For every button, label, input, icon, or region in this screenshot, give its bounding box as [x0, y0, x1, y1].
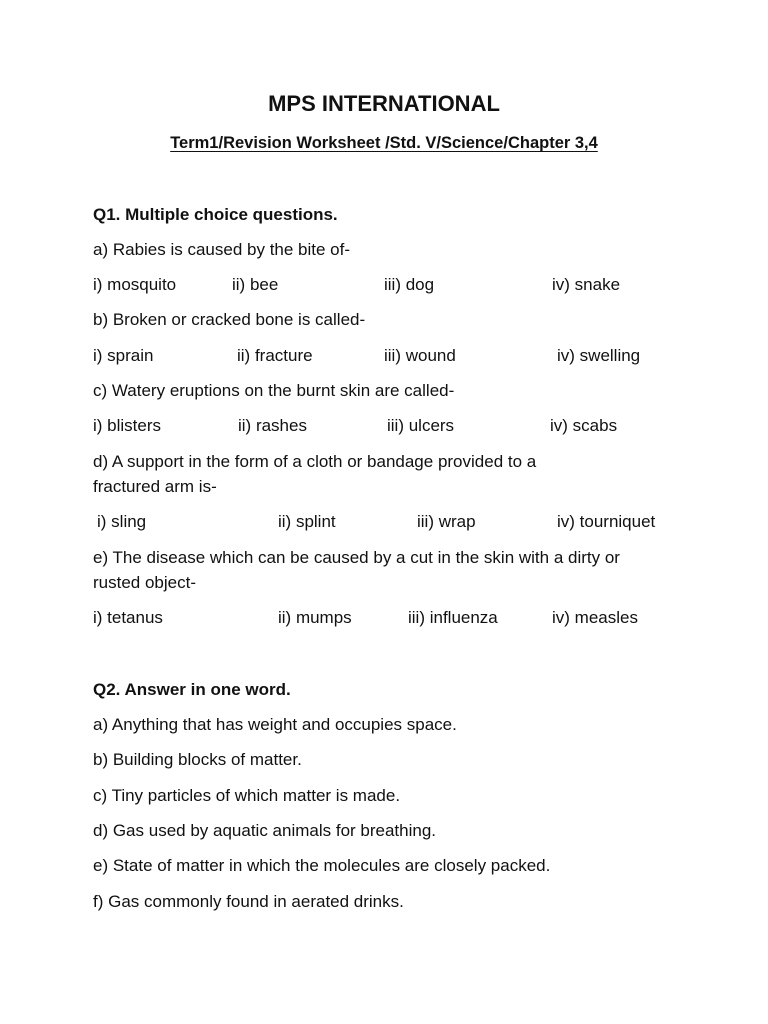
- q1b-option-3: iii) wound: [384, 346, 456, 365]
- q1e-question-line1: e) The disease which can be caused by a cut in the skin with a dirty or: [93, 548, 620, 567]
- q1b-option-4: iv) swelling: [557, 346, 641, 365]
- q1a-option-1: i) mosquito: [93, 275, 177, 294]
- page-subtitle: [0, 132, 768, 154]
- q1c-option-2: ii) rashes: [238, 416, 307, 435]
- q1d-option-4: iv) tourniquet: [557, 512, 656, 531]
- q1b-option-1: i) sprain: [93, 346, 154, 365]
- q2d-question: d) Gas used by aquatic animals for breathing.: [93, 821, 437, 840]
- q1e-option-4: iv) measles: [552, 608, 638, 627]
- q1c-question: c) Watery eruptions on the burnt skin are called-: [93, 381, 455, 400]
- q1c-option-3: iii) ulcers: [387, 416, 455, 435]
- q1e-option-3: iii) influenza: [408, 608, 498, 627]
- q1e-option-1: i) tetanus: [93, 608, 163, 627]
- q1d-option-1: i) sling: [97, 512, 147, 531]
- q1-heading: Q1. Multiple choice questions.: [93, 205, 338, 224]
- q1c-option-1: i) blisters: [93, 416, 162, 435]
- q1d-question-line1: d) A support in the form of a cloth or bandage provided to a: [93, 452, 537, 471]
- q2b-question: b) Building blocks of matter.: [93, 750, 302, 769]
- q1b-option-2: ii) fracture: [237, 346, 313, 365]
- q2c-question: c) Tiny particles of which matter is made.: [93, 786, 401, 805]
- q1a-option-3: iii) dog: [384, 275, 435, 294]
- q1a-option-4: iv) snake: [552, 275, 621, 294]
- q1d-option-3: iii) wrap: [417, 512, 476, 531]
- q1d-question-line2: fractured arm is-: [93, 477, 217, 496]
- q2a-question: a) Anything that has weight and occupies space.: [93, 715, 457, 734]
- q2f-question: f) Gas commonly found in aerated drinks.: [93, 892, 404, 911]
- q1e-question-line2: rusted object-: [93, 573, 196, 592]
- subtitle-text: Term1/Revision Worksheet /Std. V/Science/Chapter 3,4: [170, 134, 598, 152]
- q1a-option-2: ii) bee: [232, 275, 279, 294]
- q1a-question: a) Rabies is caused by the bite of-: [93, 240, 351, 259]
- q2-heading: Q2. Answer in one word.: [93, 680, 291, 699]
- page-title: MPS INTERNATIONAL: [268, 91, 500, 116]
- q2e-question: e) State of matter in which the molecules are closely packed.: [93, 856, 551, 875]
- q1c-option-4: iv) scabs: [550, 416, 618, 435]
- q1b-question: b) Broken or cracked bone is called-: [93, 310, 366, 329]
- q1d-option-2: ii) splint: [278, 512, 336, 531]
- q1e-option-2: ii) mumps: [278, 608, 352, 627]
